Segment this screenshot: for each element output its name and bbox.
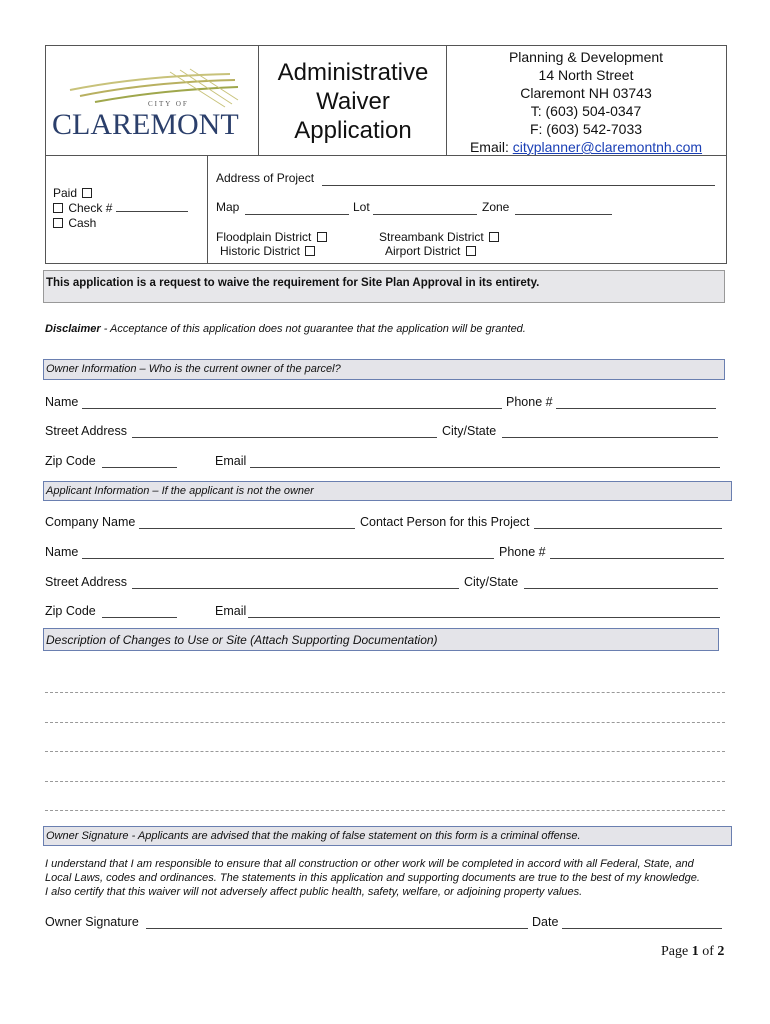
owner-street-label: Street Address [45, 424, 127, 438]
signature-bar-text: Owner Signature - Applicants are advised that the making of false statement on this form is a criminal offense. [46, 830, 581, 842]
zone-label: Zone [482, 200, 510, 214]
owner-city-field[interactable] [502, 437, 718, 438]
applicant-email-field[interactable] [248, 617, 720, 618]
page-number [661, 944, 724, 960]
divider [207, 155, 208, 263]
applicant-name-label: Name [45, 545, 79, 559]
map-label: Map [216, 200, 240, 214]
certification [45, 857, 700, 899]
applicant-phone-field[interactable] [550, 558, 724, 559]
check-row [53, 201, 188, 216]
paid-checkbox[interactable] [82, 188, 92, 198]
owner-zip-label: Zip Code [45, 454, 96, 468]
signature-bar [43, 826, 732, 846]
applicant-street-label: Street Address [45, 575, 127, 589]
contact-person-field[interactable] [534, 528, 722, 529]
owner-phone-field[interactable] [556, 408, 716, 409]
check-checkbox[interactable] [53, 203, 63, 213]
owner-street-field[interactable] [132, 437, 437, 438]
disclaimer-text: - Acceptance of this application does not guarantee that the application will be granted. [100, 323, 526, 335]
date-label: Date [532, 915, 559, 929]
certify-line: I understand that I am responsible to ensure that all construction or other work will be completed in accord with all Federal, State, and [45, 858, 694, 870]
page-total: 2 [717, 944, 725, 959]
lot-label: Lot [353, 200, 370, 214]
divider [446, 45, 447, 155]
request-text: This application is a request to waive the requirement for Site Plan Approval in its entirety. [46, 277, 540, 289]
contact-dept: Planning & Development [508, 49, 664, 65]
address-field[interactable] [322, 185, 715, 186]
contact-email-row [448, 138, 724, 156]
disclaimer-bold: Disclaimer [45, 323, 101, 335]
owner-signature-label: Owner Signature [45, 915, 139, 929]
applicant-street-field[interactable] [132, 588, 459, 589]
cash-row [53, 216, 188, 231]
applicant-name-field[interactable] [82, 558, 494, 559]
description-line[interactable] [45, 751, 725, 752]
paid-row [53, 186, 188, 201]
contact-city: Claremont NH 03743 [520, 85, 652, 101]
owner-email-label: Email [215, 454, 247, 468]
contact-phone: T: (603) 504-0347 [530, 103, 642, 119]
owner-zip-field[interactable] [102, 467, 177, 468]
payment-block [53, 186, 188, 231]
company-field[interactable] [139, 528, 355, 529]
cash-checkbox[interactable] [53, 218, 63, 228]
check-label: Check # [68, 201, 113, 215]
owner-city-label: City/State [442, 424, 497, 438]
owner-email-field[interactable] [250, 467, 720, 468]
owner-bar-text: Owner Information – Who is the current owner of the parcel? [46, 363, 341, 375]
page-pre: Page [661, 944, 692, 959]
applicant-bar [43, 481, 732, 501]
description-line[interactable] [45, 722, 725, 723]
airport-row [385, 244, 478, 258]
changes-bar-text: Description of Changes to Use or Site (Attach Supporting Documentation) [46, 633, 438, 647]
streambank-checkbox[interactable] [489, 232, 499, 242]
floodplain-label: Floodplain District [216, 230, 312, 244]
request-bar [43, 270, 725, 303]
contact-block [448, 48, 724, 156]
applicant-email-label: Email [215, 604, 247, 618]
title-line: Administrative [277, 59, 429, 86]
company-label: Company Name [45, 515, 136, 529]
cash-label: Cash [68, 216, 97, 230]
zone-field[interactable] [515, 214, 612, 215]
title-line: Application [294, 117, 412, 144]
email-link[interactable]: cityplanner@claremontnh.com [512, 139, 703, 155]
owner-bar [43, 359, 725, 380]
address-label: Address of Project [216, 171, 315, 185]
certify-line: Local Laws, codes and ordinances. The statements in this application and supporting documents are true to the best of my knowledge. [45, 872, 700, 884]
paid-label: Paid [53, 186, 78, 200]
certify-line: I also certify that this waiver will not adversely affect public health, safety, welfare, or adjoining property values. [45, 886, 583, 898]
floodplain-row [216, 230, 329, 244]
historic-checkbox[interactable] [305, 246, 315, 256]
applicant-city-field[interactable] [524, 588, 718, 589]
owner-name-field[interactable] [82, 408, 502, 409]
check-number-field[interactable] [116, 211, 188, 212]
contact-fax: F: (603) 542-7033 [529, 121, 643, 137]
lot-field[interactable] [373, 214, 477, 215]
applicant-zip-label: Zip Code [45, 604, 96, 618]
title-line: Waiver [316, 88, 390, 115]
disclaimer [45, 322, 526, 336]
historic-label: Historic District [220, 244, 300, 258]
logo-city-of: CITY OF [148, 100, 189, 108]
streambank-label: Streambank District [379, 230, 484, 244]
applicant-bar-text: Applicant Information – If the applicant is not the owner [46, 485, 314, 497]
description-line[interactable] [45, 810, 725, 811]
description-line[interactable] [45, 781, 725, 782]
city-logo [50, 62, 255, 142]
changes-bar [43, 628, 719, 651]
map-field[interactable] [245, 214, 349, 215]
page-mid: of [698, 944, 718, 959]
page-num: 1 [691, 944, 699, 959]
owner-name-label: Name [45, 395, 79, 409]
form-title [260, 58, 446, 145]
description-line[interactable] [45, 692, 725, 693]
contact-street: 14 North Street [538, 67, 634, 83]
owner-signature-field[interactable] [146, 928, 528, 929]
email-label: Email: [469, 139, 513, 155]
applicant-city-label: City/State [464, 575, 519, 589]
airport-checkbox[interactable] [466, 246, 476, 256]
streambank-row [379, 230, 501, 244]
logo-name: CLAREMONT [52, 108, 239, 141]
date-field[interactable] [562, 928, 722, 929]
airport-label: Airport District [385, 244, 461, 258]
divider [258, 45, 259, 155]
contact-person-label: Contact Person for this Project [360, 515, 530, 529]
floodplain-checkbox[interactable] [317, 232, 327, 242]
applicant-zip-field[interactable] [102, 617, 177, 618]
historic-row [220, 244, 317, 258]
owner-phone-label: Phone # [506, 395, 553, 409]
applicant-phone-label: Phone # [499, 545, 546, 559]
